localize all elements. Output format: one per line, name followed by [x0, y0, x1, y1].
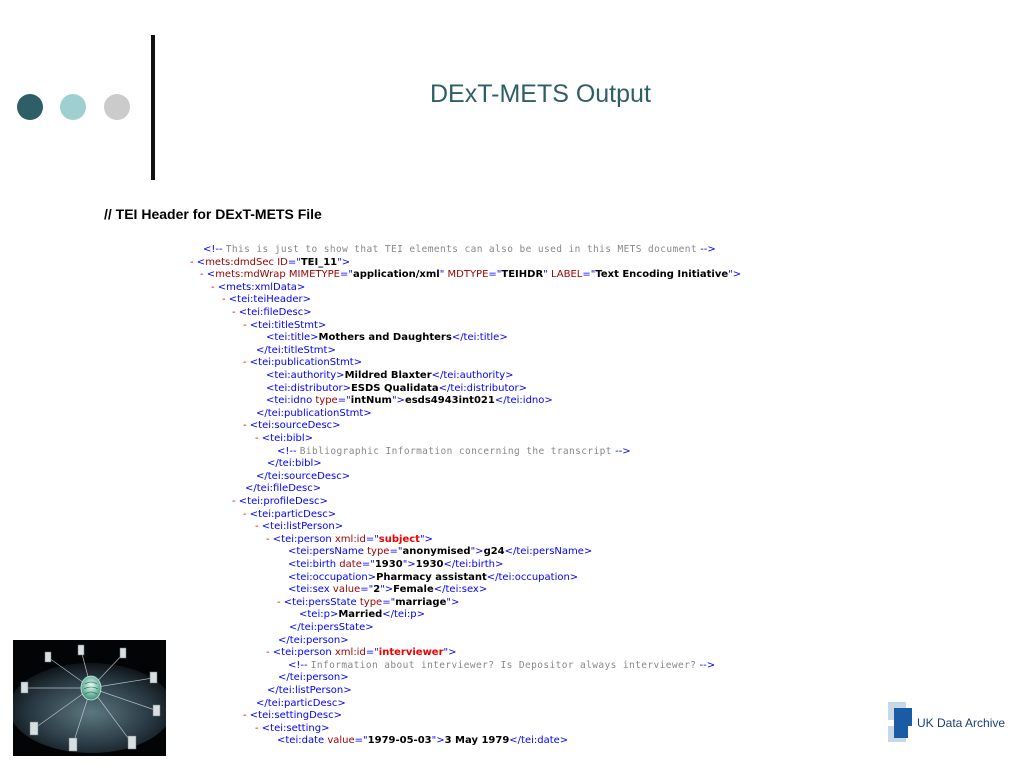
xml-line: - <tei:persState type="marriage"> [277, 596, 460, 608]
network-hub-illustration [13, 640, 166, 756]
collapse-toggle[interactable]: - [200, 269, 204, 281]
collapse-toggle[interactable]: - [243, 357, 247, 369]
xml-line: - <tei:setting> [255, 722, 330, 734]
slide-subtitle: // TEI Header for DExT-METS File [104, 206, 322, 222]
slide-decor-dot [60, 94, 86, 120]
comment-open: <!-- [203, 244, 223, 255]
collapse-toggle[interactable]: - [222, 294, 226, 306]
xml-line: <tei:birth date="1930">1930</tei:birth> [288, 559, 504, 570]
collapse-toggle[interactable]: - [243, 319, 247, 331]
uk-data-archive-logo-icon [886, 700, 918, 744]
network-hub-image [13, 640, 166, 756]
xml-line: <tei:date value="1979-05-03">3 May 1979</tei:date> [277, 735, 569, 747]
xml-line: <tei:occupation>Pharmacy assistant</tei:occupation> [288, 571, 579, 583]
xml-line-mdwrap: - <mets:mdWrap MIMETYPE="application/xml" MDTYPE="TEIHDR" LABEL="Text Encoding Initiative"> [200, 269, 742, 281]
collapse-toggle[interactable]: - [255, 722, 259, 734]
xml-line: <tei:title>Mothers and Daughters</tei:title> [266, 332, 508, 344]
xml-line: <tei:distributor>ESDS Qualidata</tei:distributor> [266, 382, 527, 394]
comment-close: --> [700, 244, 716, 255]
collapse-toggle[interactable]: - [266, 533, 270, 545]
xml-line: </tei:particDesc> [256, 697, 346, 709]
xml-line: <tei:persName type="anonymised">g24</tei:persName> [288, 546, 593, 558]
collapse-toggle[interactable]: - [243, 420, 247, 432]
xml-line: </tei:sourceDesc> [256, 470, 351, 482]
uk-data-archive-logo-text: UK Data Archive [917, 716, 1006, 730]
slide-decor-dot [17, 94, 43, 120]
collapse-toggle[interactable]: - [255, 521, 259, 533]
xml-comment-line: <!-- Bibliographic Information concerning the transcript --> [277, 445, 631, 457]
collapse-toggle[interactable]: - [277, 596, 281, 608]
collapse-toggle[interactable]: - [255, 433, 259, 444]
xml-line: - <tei:titleStmt> [243, 319, 327, 331]
xml-line: </tei:persState> [289, 622, 374, 633]
xml-line: </tei:publicationStmt> [256, 407, 372, 419]
xml-line: <tei:authority>Mildred Blaxter</tei:authority> [266, 370, 514, 381]
collapse-toggle[interactable]: - [266, 647, 270, 659]
slide-decor-dot [104, 94, 130, 120]
xml-comment-line [203, 244, 716, 257]
xml-line: - <tei:profileDesc> [232, 496, 328, 507]
xml-line: <tei:sex value="2">Female</tei:sex> [288, 584, 488, 596]
xml-line: </tei:person> [278, 672, 349, 684]
xml-line: - <tei:person xml:id="interviewer"> [266, 647, 457, 659]
xml-line: - <tei:sourceDesc> [243, 420, 341, 432]
collapse-toggle[interactable]: - [232, 307, 236, 318]
xml-line: </tei:listPerson> [267, 685, 352, 696]
xml-line: </tei:person> [278, 634, 349, 646]
collapse-toggle[interactable]: - [243, 710, 247, 722]
xml-line: </tei:bibl> [267, 458, 322, 470]
xml-line: - <tei:particDesc> [243, 508, 337, 520]
xml-line: <tei:idno type="intNum">esds4943int021</tei:idno> [266, 395, 553, 407]
comment-text: This is just to show that TEI elements can also be used in this METS document [225, 244, 697, 255]
collapse-toggle[interactable]: - [232, 496, 236, 507]
slide-decor-bar [151, 35, 155, 180]
xml-line: </tei:fileDesc> [245, 483, 322, 495]
xml-line: - <tei:person xml:id="subject"> [266, 533, 433, 545]
xml-line: - <tei:teiHeader> [222, 294, 312, 306]
xml-line: - <tei:bibl> [255, 433, 314, 444]
slide-title: DExT-METS Output [430, 80, 651, 108]
collapse-toggle[interactable]: - [243, 508, 247, 520]
xml-line-dmdsec: - <mets:dmdSec ID="TEI_11"> [190, 256, 351, 268]
xml-line: <tei:p>Married</tei:p> [299, 609, 425, 621]
collapse-toggle[interactable]: - [190, 256, 194, 268]
xml-comment-line: <!-- Information about interviewer? Is Depositor always interviewer? --> [288, 659, 716, 671]
xml-line: - <tei:fileDesc> [232, 307, 312, 318]
xml-line: - <mets:xmlData> [211, 281, 306, 293]
xml-line: - <tei:settingDesc> [243, 710, 343, 722]
collapse-toggle[interactable]: - [211, 281, 215, 293]
xml-line: - <tei:listPerson> [255, 521, 344, 533]
xml-line: - <tei:publicationStmt> [243, 357, 363, 369]
xml-line: </tei:titleStmt> [256, 344, 336, 356]
